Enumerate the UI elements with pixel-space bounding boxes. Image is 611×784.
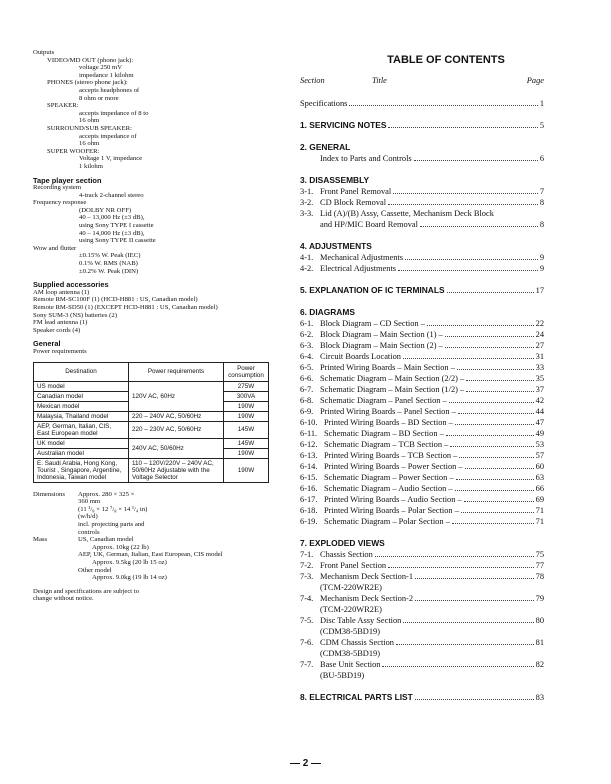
spec-line: accepts headphones of <box>79 86 140 94</box>
section-title: 8. ELECTRICAL PARTS LIST <box>300 692 413 702</box>
spec-line: Voltage 1 V, impedance <box>79 155 143 163</box>
toc-entry[interactable] <box>300 329 544 340</box>
mass-values <box>78 536 223 582</box>
leader-dots <box>375 549 534 557</box>
entry-page: 8 <box>539 220 544 229</box>
spec-line: (DOLBY NR OFF) <box>79 206 132 214</box>
toc-entry[interactable] <box>300 197 544 208</box>
table-cell: 240V AC, 50/60Hz <box>129 438 224 458</box>
leader-dots <box>414 153 538 161</box>
entry-page: 1 <box>539 99 544 108</box>
entry-number: 7-3. <box>300 572 314 581</box>
toc-section-heading[interactable] <box>300 284 544 296</box>
leader-dots <box>398 263 538 271</box>
entry-title: Chassis Section <box>320 550 373 559</box>
entry-title: Schematic Diagram – Audio Section – <box>324 484 453 493</box>
entry-page: 33 <box>535 363 544 372</box>
spec-line: SUPER WOOFER: <box>47 147 100 155</box>
dimension-line: Approx. 280 × 325 × <box>78 490 135 498</box>
spec-line: 8 ohm or more <box>79 94 119 102</box>
entry-number: 6-15. <box>300 473 318 482</box>
mass-line: AEP, UK, German, Italian, East European, CIS model <box>78 551 223 559</box>
toc-entry[interactable] <box>300 153 544 164</box>
toc-entry[interactable] <box>300 659 544 670</box>
entry-number: 6-19. <box>300 517 318 526</box>
entry-page: 9 <box>539 253 544 262</box>
entry-title: Disc Table Assy Section <box>320 616 402 625</box>
toc-entry[interactable] <box>300 494 544 505</box>
entry-title: Circuit Boards Location <box>320 352 401 361</box>
entry-title: Index to Parts and Controls <box>320 154 412 163</box>
toc-entry[interactable] <box>300 373 544 384</box>
entry-title: Block Diagram – Main Section (2) – <box>320 341 443 350</box>
accessory-item: Speaker cords (4) <box>33 326 81 334</box>
spec-line: Recording system <box>33 184 82 192</box>
toc-entry[interactable] <box>300 505 544 516</box>
tape-section-title: Tape player section <box>33 175 102 185</box>
toc-entry[interactable] <box>300 439 544 450</box>
page-number: — 2 — <box>289 758 322 769</box>
entry-number: 3-2. <box>300 198 314 207</box>
entry-title: Printed Wiring Boards – TCB Section – <box>324 451 458 460</box>
table-cell: UK model <box>34 438 129 448</box>
entry-title: Mechanism Deck Section-2 <box>320 594 414 603</box>
leader-dots <box>459 450 533 458</box>
leader-dots <box>388 560 534 568</box>
section-page: 83 <box>535 693 544 702</box>
leader-dots <box>393 186 538 194</box>
table-of-contents <box>300 54 544 703</box>
leader-dots <box>465 461 534 469</box>
mass-line: Other model <box>78 566 112 574</box>
entry-number: 3-1. <box>300 187 314 196</box>
entry-page: 66 <box>535 484 544 493</box>
entry-number: 7-7. <box>300 660 314 669</box>
table-cell: US model <box>34 381 129 391</box>
leader-dots <box>388 120 537 128</box>
leader-dots <box>457 362 534 370</box>
entry-number: 6-4. <box>300 352 314 361</box>
toc-entry[interactable] <box>300 483 544 494</box>
section-title: 5. EXPLANATION OF IC TERMINALS <box>300 285 445 295</box>
leader-dots <box>455 417 534 425</box>
section-title: 1. SERVICING NOTES <box>300 120 387 130</box>
table-cell: 190W <box>224 448 269 458</box>
entry-page: 47 <box>535 418 544 427</box>
outputs-spec <box>33 49 269 171</box>
leader-dots <box>396 637 534 645</box>
entry-number: 7-4. <box>300 594 314 603</box>
entry-page: 22 <box>535 319 544 328</box>
leader-dots <box>464 494 534 502</box>
toc-entry[interactable] <box>300 615 544 626</box>
spec-line: impedance 1 kilohm <box>79 71 134 79</box>
section-title: 2. GENERAL <box>300 142 351 152</box>
entry-number: 6-12. <box>300 440 318 449</box>
spec-line: 4-track 2-channel stereo <box>79 191 144 199</box>
toc-entry[interactable] <box>300 362 544 373</box>
spec-line: Wow and flutter <box>33 244 77 252</box>
leader-dots <box>452 516 534 524</box>
accessory-item: Remote RM-SD50 (1) (EXCEPT HCD-H881 : US, Canadian model) <box>33 304 218 311</box>
table-cell: Mexican model <box>34 401 129 411</box>
spec-line: voltage 250 mV <box>79 64 123 72</box>
toc-entry[interactable] <box>300 571 544 582</box>
entry-number: 6-3. <box>300 341 314 350</box>
title-column-header: Title <box>372 76 387 85</box>
entry-title: Lid (A)/(B) Assy, Cassette, Mechanism Deck Block <box>320 209 494 218</box>
entry-continuation: (BU-5BD19) <box>320 671 365 680</box>
entry-page: 42 <box>535 396 544 405</box>
dimension-line: 360 mm <box>78 498 101 506</box>
entry-page: 44 <box>535 407 544 416</box>
entry-title: Schematic Diagram – BD Section – <box>324 429 444 438</box>
table-cell: 190W <box>224 411 269 421</box>
toc-section-heading[interactable] <box>300 141 544 153</box>
entry-title: CD Block Removal <box>320 198 387 207</box>
entry-continuation: (CDM38-5BD19) <box>320 649 381 658</box>
entry-page: 24 <box>535 330 544 339</box>
leader-dots <box>415 593 534 601</box>
entry-title: Printed Wiring Boards – Panel Section – <box>320 407 456 416</box>
leader-dots <box>403 351 534 359</box>
spec-line: PHONES (stereo phone jack): <box>47 79 128 87</box>
notice-line: change without notice. <box>33 595 94 603</box>
spec-line: VIDEO/MD OUT (phono jack): <box>47 56 134 64</box>
entry-continuation: (TCM-220WR2E) <box>320 605 382 614</box>
entry-title: Mechanism Deck Section-1 <box>320 572 414 581</box>
dimension-line: (11 ¹/₈ × 12 ⁷/₈ × 14 ¹/₄ in) <box>78 505 148 513</box>
entry-page: 71 <box>535 506 544 515</box>
entry-number: 4-1. <box>300 253 314 262</box>
toc-section-heading[interactable] <box>300 174 544 186</box>
table-header: Destination <box>34 362 129 381</box>
entry-title: Printed Wiring Boards – Main Section – <box>320 363 455 372</box>
toc-entry[interactable] <box>300 406 544 417</box>
leader-dots <box>466 373 533 381</box>
leader-dots <box>415 571 534 579</box>
table-cell: 190W <box>224 401 269 411</box>
dimensions-spec <box>33 491 269 537</box>
leader-dots <box>445 329 534 337</box>
toc-entry[interactable] <box>300 637 544 648</box>
entry-page: 81 <box>535 638 544 647</box>
toc-entry[interactable] <box>300 219 544 230</box>
toc-entry[interactable] <box>300 516 544 527</box>
toc-title: TABLE OF CONTENTS <box>387 54 505 66</box>
toc-section-heading[interactable] <box>300 537 544 549</box>
leader-dots <box>349 98 537 106</box>
table-cell: Canadian model <box>34 391 129 401</box>
mass-line: Approx. 9.5kg (20 lb 15 oz) <box>92 558 167 566</box>
entry-title: Mechanical Adjustments <box>320 253 404 262</box>
entry-number: 6-17. <box>300 495 318 504</box>
leader-dots <box>446 428 534 436</box>
entry-number: 6-16. <box>300 484 318 493</box>
entry-page: 80 <box>535 616 544 625</box>
toc-entry-specifications[interactable] <box>300 98 544 109</box>
accessory-item: Remote RM-SC100F (1) (HCD-H881 : US, Canadian model) <box>33 296 198 304</box>
entry-title: Schematic Diagram – TCB Section – <box>324 440 449 449</box>
table-cell: 110 – 120V/220V – 240V AC, 50/60Hz Adjustable with the Voltage Selector <box>129 458 224 482</box>
toc-entry[interactable] <box>300 428 544 439</box>
entry-number: 7-5. <box>300 616 314 625</box>
table-cell: 220 – 230V AC, 50/60Hz <box>129 421 224 438</box>
toc-entry[interactable] <box>300 450 544 461</box>
table-cell: AEP, German, Italian, CIS, East European model <box>34 421 129 438</box>
toc-entry[interactable] <box>300 384 544 395</box>
entry-title: Block Diagram – Main Section (1) – <box>320 330 443 339</box>
entry-page: 69 <box>535 495 544 504</box>
table-row <box>34 421 269 438</box>
spec-line: 40 – 13,000 Hz (±3 dB), <box>79 214 145 222</box>
toc-entry[interactable] <box>300 252 544 263</box>
tape-spec <box>33 184 269 275</box>
table-header-row <box>34 362 269 381</box>
leader-dots <box>455 483 534 491</box>
entry-title: Base Unit Section <box>320 660 381 669</box>
table-cell: Australian model <box>34 448 129 458</box>
mass-label: Mass <box>33 536 48 544</box>
entry-title: Front Panel Removal <box>320 187 392 196</box>
dimensions-values <box>78 491 147 537</box>
entry-page: 57 <box>535 451 544 460</box>
toc-entry[interactable] <box>300 593 544 604</box>
spec-line: 0.1% W. RMS (NAB) <box>79 260 138 268</box>
entry-page: 27 <box>535 341 544 350</box>
spec-line: SURROUND/SUB SPEAKER: <box>47 124 132 132</box>
leader-dots <box>382 659 533 667</box>
toc-entry[interactable] <box>300 461 544 472</box>
spec-line: ±0.15% W. Peak (IEC) <box>79 252 141 260</box>
entry-continuation: (CDM38-5BD19) <box>320 627 381 636</box>
entry-page: 77 <box>535 561 544 570</box>
mass-line: US, Canadian model <box>78 536 134 544</box>
dimension-line: incl. projecting parts and <box>78 520 145 528</box>
table-row <box>34 381 269 391</box>
leader-dots <box>427 318 534 326</box>
table-cell: 275W <box>224 381 269 391</box>
section-title: 3. DISASSEMBLY <box>300 175 370 185</box>
leader-dots <box>458 406 534 414</box>
toc-entry[interactable] <box>300 208 544 219</box>
mass-line: Approx. 10kg (22 lb) <box>92 543 149 551</box>
spec-line: SPEAKER: <box>47 102 79 110</box>
entry-number: 6-5. <box>300 363 314 372</box>
entry-number: 6-18. <box>300 506 318 515</box>
spec-line: accepts impedance of 8 to <box>79 109 149 117</box>
entry-number: 6-14. <box>300 462 318 471</box>
leader-dots <box>461 505 534 513</box>
entry-page: 71 <box>535 517 544 526</box>
toc-header <box>300 76 544 92</box>
table-header: Power consumption <box>224 362 269 381</box>
toc-entry[interactable] <box>300 549 544 560</box>
table-row <box>34 438 269 448</box>
entry-title: Schematic Diagram – Main Section (1/2) – <box>320 385 465 394</box>
accessory-item: AM loop antenna (1) <box>33 288 90 296</box>
entry-title: Front Panel Section <box>320 561 387 570</box>
table-cell: 300VA <box>224 391 269 401</box>
mass-line: Approx. 9.0kg (19 lb 14 oz) <box>92 574 167 582</box>
accessory-item: FM lead antenna (1) <box>33 319 88 327</box>
entry-number: 6-1. <box>300 319 314 328</box>
entry-number: 6-7. <box>300 385 314 394</box>
entry-title: Schematic Diagram – Polar Section – <box>324 517 450 526</box>
table-row <box>34 411 269 421</box>
entry-number: 4-2. <box>300 264 314 273</box>
toc-entry[interactable] <box>300 318 544 329</box>
accessories-title: Supplied accessories <box>33 280 109 290</box>
entry-number: 3-3. <box>300 209 314 218</box>
toc-entry[interactable] <box>300 340 544 351</box>
toc-entry[interactable] <box>300 351 544 362</box>
entry-page: 37 <box>535 385 544 394</box>
section-title: 7. EXPLODED VIEWS <box>300 538 385 548</box>
toc-entry[interactable] <box>300 560 544 571</box>
spec-line: Outputs <box>33 49 55 56</box>
spec-line: Frequency response <box>33 199 87 207</box>
entry-title: Specifications <box>300 99 348 108</box>
section-page: 5 <box>539 121 544 130</box>
entry-number: 6-11. <box>300 429 318 438</box>
table-cell: E. Saudi Arabia, Hong Kong, Tourist , Singapore, Argentine, Indonesia, Taiwan model <box>34 458 129 482</box>
table-cell: 145W <box>224 421 269 438</box>
entry-page: 53 <box>535 440 544 449</box>
entry-number: 7-1. <box>300 550 314 559</box>
power-table <box>33 362 269 483</box>
toc-entry[interactable] <box>300 395 544 406</box>
entry-number: 6-8. <box>300 396 314 405</box>
mass-spec <box>33 536 269 582</box>
table-cell: Malaysia, Thailand model <box>34 411 129 421</box>
leader-dots <box>450 439 533 447</box>
toc-section-heading[interactable] <box>300 119 544 131</box>
page-column-header: Page <box>526 76 544 85</box>
entry-title: Schematic Diagram – Power Section – <box>324 473 454 482</box>
entry-title: Printed Wiring Boards – Power Section – <box>324 462 463 471</box>
leader-dots <box>403 615 533 623</box>
dimensions-label: Dimensions <box>33 490 65 498</box>
table-cell: 220 – 240V AC, 50/60Hz <box>129 411 224 421</box>
entry-title: Schematic Diagram – Main Section (2/2) – <box>320 374 465 383</box>
entry-title: Printed Wiring Boards – Audio Section – <box>324 495 462 504</box>
entry-page: 78 <box>535 572 544 581</box>
power-requirements-label: Power requirements <box>33 347 87 355</box>
spec-line: using Sony TYPE II cassette <box>79 237 156 245</box>
dimension-line: controls <box>78 528 100 536</box>
specifications-column <box>33 49 269 603</box>
table-cell: 145W <box>224 438 269 448</box>
notice-line: Design and specifications are subject to <box>33 587 140 595</box>
table-cell: 190W <box>224 458 269 482</box>
leader-dots <box>388 197 538 205</box>
table-header: Power requirements <box>129 362 224 381</box>
entry-number: 6-10. <box>300 418 318 427</box>
table-row <box>34 458 269 482</box>
entry-page: 79 <box>535 594 544 603</box>
entry-title: and HP/MIC Board Removal <box>320 220 418 229</box>
leader-dots <box>445 340 534 348</box>
leader-dots <box>449 395 534 403</box>
toc-entry[interactable] <box>300 186 544 197</box>
spec-line: ±0.2% W. Peak (DIN) <box>79 267 139 275</box>
entry-page: 75 <box>535 550 544 559</box>
section-title: 6. DIAGRAMS <box>300 307 355 317</box>
general-title: General <box>33 339 61 349</box>
entry-number: 6-13. <box>300 451 318 460</box>
section-column-header: Section <box>300 76 325 85</box>
toc-entry[interactable] <box>300 263 544 274</box>
leader-dots <box>447 285 534 293</box>
entry-title: Electrical Adjustments <box>320 264 397 273</box>
entry-page: 35 <box>535 374 544 383</box>
accessories-list <box>33 289 269 335</box>
entry-page: 82 <box>535 660 544 669</box>
entry-title: Printed Wiring Boards – BD Section – <box>324 418 453 427</box>
spec-line: 16 ohm <box>79 117 100 125</box>
toc-entry[interactable] <box>300 417 544 428</box>
entry-number: 6-9. <box>300 407 314 416</box>
entry-page: 6 <box>539 154 544 163</box>
entry-number: 7-6. <box>300 638 314 647</box>
toc-section-heading[interactable] <box>300 306 544 318</box>
entry-page: 49 <box>535 429 544 438</box>
entry-page: 9 <box>539 264 544 273</box>
entry-page: 63 <box>535 473 544 482</box>
leader-dots <box>466 384 533 392</box>
entry-title: Block Diagram – CD Section – <box>320 319 425 328</box>
accessory-item: Sony SUM-3 (NS) batteries (2) <box>33 311 117 319</box>
entry-page: 8 <box>539 198 544 207</box>
entry-page: 7 <box>539 187 544 196</box>
entry-number: 6-2. <box>300 330 314 339</box>
entry-title: Printed Wiring Boards – Polar Section – <box>324 506 459 515</box>
entry-page: 60 <box>535 462 544 471</box>
leader-dots <box>456 472 534 480</box>
toc-sections <box>300 119 544 703</box>
dimension-line: (w/h/d) <box>78 513 98 521</box>
leader-dots <box>405 252 538 260</box>
section-title: 4. ADJUSTMENTS <box>300 241 372 251</box>
entry-title: CDM Chassis Section <box>320 638 394 647</box>
entry-page: 31 <box>535 352 544 361</box>
leader-dots <box>415 692 534 700</box>
toc-section-heading[interactable] <box>300 691 544 703</box>
spec-line: 1 kilohm <box>79 162 103 170</box>
spec-line: 16 ohm <box>79 140 100 148</box>
table-cell: 120V AC, 60Hz <box>129 381 224 411</box>
spec-line: accepts impedance of <box>79 132 137 140</box>
toc-section-heading[interactable] <box>300 240 544 252</box>
toc-entry[interactable] <box>300 472 544 483</box>
spec-line: 40 – 14,000 Hz (±3 dB), <box>79 229 145 237</box>
spec-line: using Sony TYPE I cassette <box>79 222 154 230</box>
entry-number: 7-2. <box>300 561 314 570</box>
entry-continuation: (TCM-220WR2E) <box>320 583 382 592</box>
entry-number: 6-6. <box>300 374 314 383</box>
entry-title: Schematic Diagram – Panel Section – <box>320 396 447 405</box>
leader-dots <box>420 219 538 227</box>
section-page: 17 <box>535 286 544 295</box>
